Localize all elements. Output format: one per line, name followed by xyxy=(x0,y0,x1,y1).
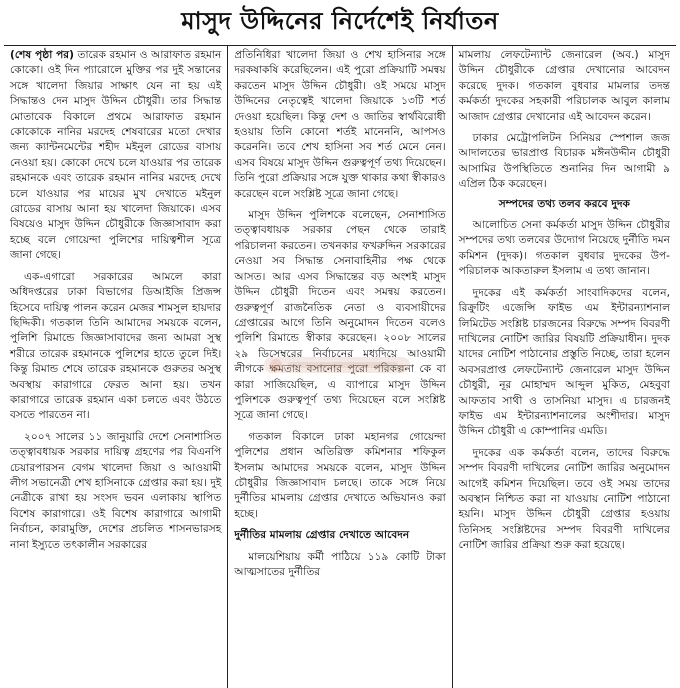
column-2 xyxy=(227,46,451,688)
paragraph-1-text: তারেক রহমান ও আরাফাত রহমান কোকো। ওই দিন প্যারোলে মুক্তির পর দুই সন্তানের সঙ্গে খালেদা জিয়ার সাক্ষাৎ যেন না হয় এই সিদ্ধান্তও দেন মাসুদ উদ্দিন চৌধুরী। তার সিদ্ধান্ত মোতাবেক বিকালে প্রথমে আরাফাত রহমান কোকোকে নানির মরদেহ শেষবারের মতো দেখার জন্য ক্যান্টনমেন্টের শহীদ মইনুল রোডের বাসায় নেওয়া হয়। কোকো দেখে চলে যাওয়ার পর তারেক রহমানকে এবং তারেক রহমান নানির মরদেহ দেখে চলে যাওয়ার পর মায়ের মুখ দেখাতে মইনুল রোডের বাসায় আনা হয় খালেদা জিয়াকে। এসব বিষয়েও মাসুদ উদ্দিন চৌধুরীকে জিজ্ঞাসাবাদ করা হচ্ছে বলে গোয়েন্দা পুলিশের দায়িত্বশীল সূত্রে জানা গেছে। xyxy=(10,49,222,262)
column-1 xyxy=(4,46,227,688)
continuation-marker: (শেষ পৃষ্ঠা পর) xyxy=(10,49,74,61)
paragraph-8: মামলায় লেফটেন্যান্ট জেনারেল (অব.) মাসুদ উদ্দিন চৌধুরীকে গ্রেপ্তার দেখানোর আবেদন করেছে দুদক। গতকাল বুধবার মামলার তদন্ত কর্মকর্তা দুদকের সহকারী পরিচালক আবুল কালাম আজাদ গ্রেপ্তার দেখানোর এই আবেদন করেন। xyxy=(458,49,670,123)
paragraph-12: দুদকের এক কর্মকর্তা বলেন, তাদের বিরুদ্ধে সম্পদ বিবরণী দাখিলের নোটিশ জারির অনুমোদন আগেই কমিশন দিয়েছিল। তবে ওই সময় তাদের অবস্থান নিশ্চিত করা না যাওয়ায় নোটিশ পাঠানো হয়নি। মাসুদ উদ্দিন চৌধুরী গ্রেপ্তার হওয়ায় তিনিসহ সংশ্লিষ্টদের সম্পদ বিবরণী দাখিলের নোটিশ জারির প্রক্রিয়া শুরু করা হয়েছে। xyxy=(458,446,670,552)
paragraph-10: আলোচিত সেনা কর্মকর্তা মাসুদ উদ্দিন চৌধুরীর সম্পদের তথ্য তলবের উদ্যোগ নিয়েছে দুর্নীতি দমন কমিশন (দুদক)। গতকাল বুধবার দুদকের উপ-পরিচালক আকতারুল ইসলাম এ তথ্য জানান। xyxy=(458,219,670,278)
paragraph-11: দুদকের এই কর্মকর্তা সাংবাদিকদের বলেন, রিক্রুটিং এজেন্সি ফাইভ এম ইন্টারন্যাশনাল লিমিটেড সংশ্লিষ্ট চারজনের বিরুদ্ধে সম্পদ বিবরণী দাখিলের নোটিশ জারির বিষয়টি প্রক্রিয়াধীন। দুদক যাদের নোটিশ পাঠানোর প্রস্তুতি নিচ্ছে, তারা হলেন অবসরপ্রাপ্ত লেফটেন্যান্ট জেনারেল মাসুদ উদ্দিন চৌধুরী, নূর মোহাম্মদ আব্দুল মুকিত, মেহবুবা আফতাব সাথী ও তাসনিয়া মাসুদ। এ চারজনই ফাইভ এম ইন্টারন্যাশনালের অংশীদার। মাসুদ উদ্দিন চৌধুরী এ কোম্পানির এমডি। xyxy=(458,286,670,438)
paragraph-4: প্রতিনিধিরা খালেদা জিয়া ও শেখ হাসিনার সঙ্গে দরকষাকষি করেছিলেন। এই পুরো প্রক্রিয়াটি সমন্বয় করতেন মাসুদ উদ্দিন চৌধুরী। ওই সময়ে মাসুদ উদ্দিনের নেতৃত্বেই খালেদা জিয়াকে ১৩টি শর্ত দেওয়া হয়েছিল। কিন্তু দেশ ও জাতির স্বার্থবিরোধী হওয়ায় তিনি কোনো শর্তই মানেননি, আপসও করেননি। তবে শেখ হাসিনা সব শর্ত মেনে নেন। এসব বিষয়ে মাসুদ উদ্দিন গুরুত্বপূর্ণ তথ্য দিয়েছেন। তিনি পুরো প্রক্রিয়ার সঙ্গে যুক্ত থাকার কথা স্বীকারও করেছেন বলে সংশ্লিষ্ট সূত্রে জানা গেছে। xyxy=(234,49,446,200)
paragraph-6: গতকাল বিকালে ঢাকা মহানগর গোয়েন্দা পুলিশের প্রধান অতিরিক্ত কমিশনার শফিকুল ইসলাম আমাদের সময়কে বলেন, মাসুদ উদ্দিন চৌধুরীর জিজ্ঞাসাবাদ চলছে। তাকে সঙ্গে নিয়ে দুর্নীতির মামলায় গ্রেপ্তার দেখাতে অভিযানও করা হচ্ছে। xyxy=(234,430,446,520)
paragraph-9: ঢাকার মেট্রোপলিটন সিনিয়র স্পেশাল জজ আদালতের ভারপ্রাপ্ত বিচারক মঈনউদ্দীন চৌধুরী আসামির উপস্থিতিতে শুনানির দিন আগামী ৯ এপ্রিল ঠিক করেছেন। xyxy=(458,132,670,191)
paragraph-7: মালয়েশিয়ায় কর্মী পাঠিয়ে ১১৯ কোটি টাকা আত্মসাতের দুর্নীতির xyxy=(234,550,446,578)
paragraph-2: এক-এগারো সরকারের আমলে কারা অধিদপ্তরের ঢাকা বিভাগের ডিআইজি প্রিজন্স হিসেবে দায়িত্ব পালন করেন মেজর শামসুল হায়দার ছিদ্দিকী। গতকাল তিনি আমাদের সময়কে বলেন, পুলিশি রিমান্ডে জিজ্ঞাসাবাদের জন্য আমরা সুস্থ শরীরে তারেক রহমানকে পুলিশের হাতে তুলে দিই। কিন্তু রিমান্ড শেষে তারেক রহমানকে গুরুতর অসুস্থ অবস্থায় কারাগারে ফেরত আনা হয়। তখন কারাগারে তারেক রহমান একা চলতে এবং উঠতে বসতে পারতেন না। xyxy=(10,270,222,422)
paragraph-1 xyxy=(10,48,221,264)
column-3 xyxy=(452,46,676,688)
paragraph-5: মাসুদ উদ্দিন পুলিশকে বলেছেন, সেনাশাসিত তত্ত্বাবধায়ক সরকার পেছন থেকে তারাই পরিচালনা করতেন। তখনকার ফখরুদ্দিন সরকারের নেওয়া সব সিদ্ধান্ত সেনাবাহিনীর পক্ষ থেকে আসত। আর এসব সিদ্ধান্তের বড় অংশই মাসুদ উদ্দিন চৌধুরী দিতেন এবং সমন্বয় করতেন। গুরুত্বপূর্ণ রাজনৈতিক নেতা ও ব্যবসায়ীদের গ্রেপ্তারের আগে তিনি অনুমোদন দিতেন বলেও পুলিশি রিমান্ডে স্বীকার করেছেন। ২০০৮ সালের ২৯ ডিসেম্বরের নির্বাচনের মধ্যদিয়ে আওয়ামী লীগকে ক্ষমতায় বসানোর পুরো পরিকল্পনা কে বা কারা সাজিয়েছিল, এ ব্যাপারে মাসুদ উদ্দিন পুলিশকে গুরুত্বপূর্ণ তথ্য দিয়েছেন বলে সংশ্লিষ্ট সূত্রে জানা গেছে। xyxy=(234,209,446,422)
subheading-asset-info: সম্পদের তথ্য তলব করবে দুদক xyxy=(498,197,630,210)
subheading-corruption-case: দুর্নীতির মামলায় গ্রেপ্তার দেখাতে আবেদন xyxy=(234,529,410,542)
paragraph-3: ২০০৭ সালের ১১ জানুয়ারি দেশে সেনাশাসিত তত্ত্বাবধায়ক সরকার দায়িত্ব গ্রহণের পর বিএনপি চেয়ারপারসন বেগম খালেদা জিয়া ও আওয়ামী লীগ সভানেত্রী শেখ হাসিনাকে গ্রেপ্তার করা হয়। দুই নেত্রীকে রাখা হয় সংসদ ভবন এলাকায় স্থাপিত বিশেষ কারাগারে। ওই বিশেষ কারাগারে আগামী নির্বাচন, কারামুক্তি, দেশের প্রচলিত শাসনভারসহ নানা ইস্যুতে তৎকালীন সরকারের xyxy=(10,430,222,551)
article-headline: মাসুদ উদ্দিনের নির্দেশেই নির্যাতন xyxy=(4,0,676,46)
article-columns xyxy=(4,46,676,688)
